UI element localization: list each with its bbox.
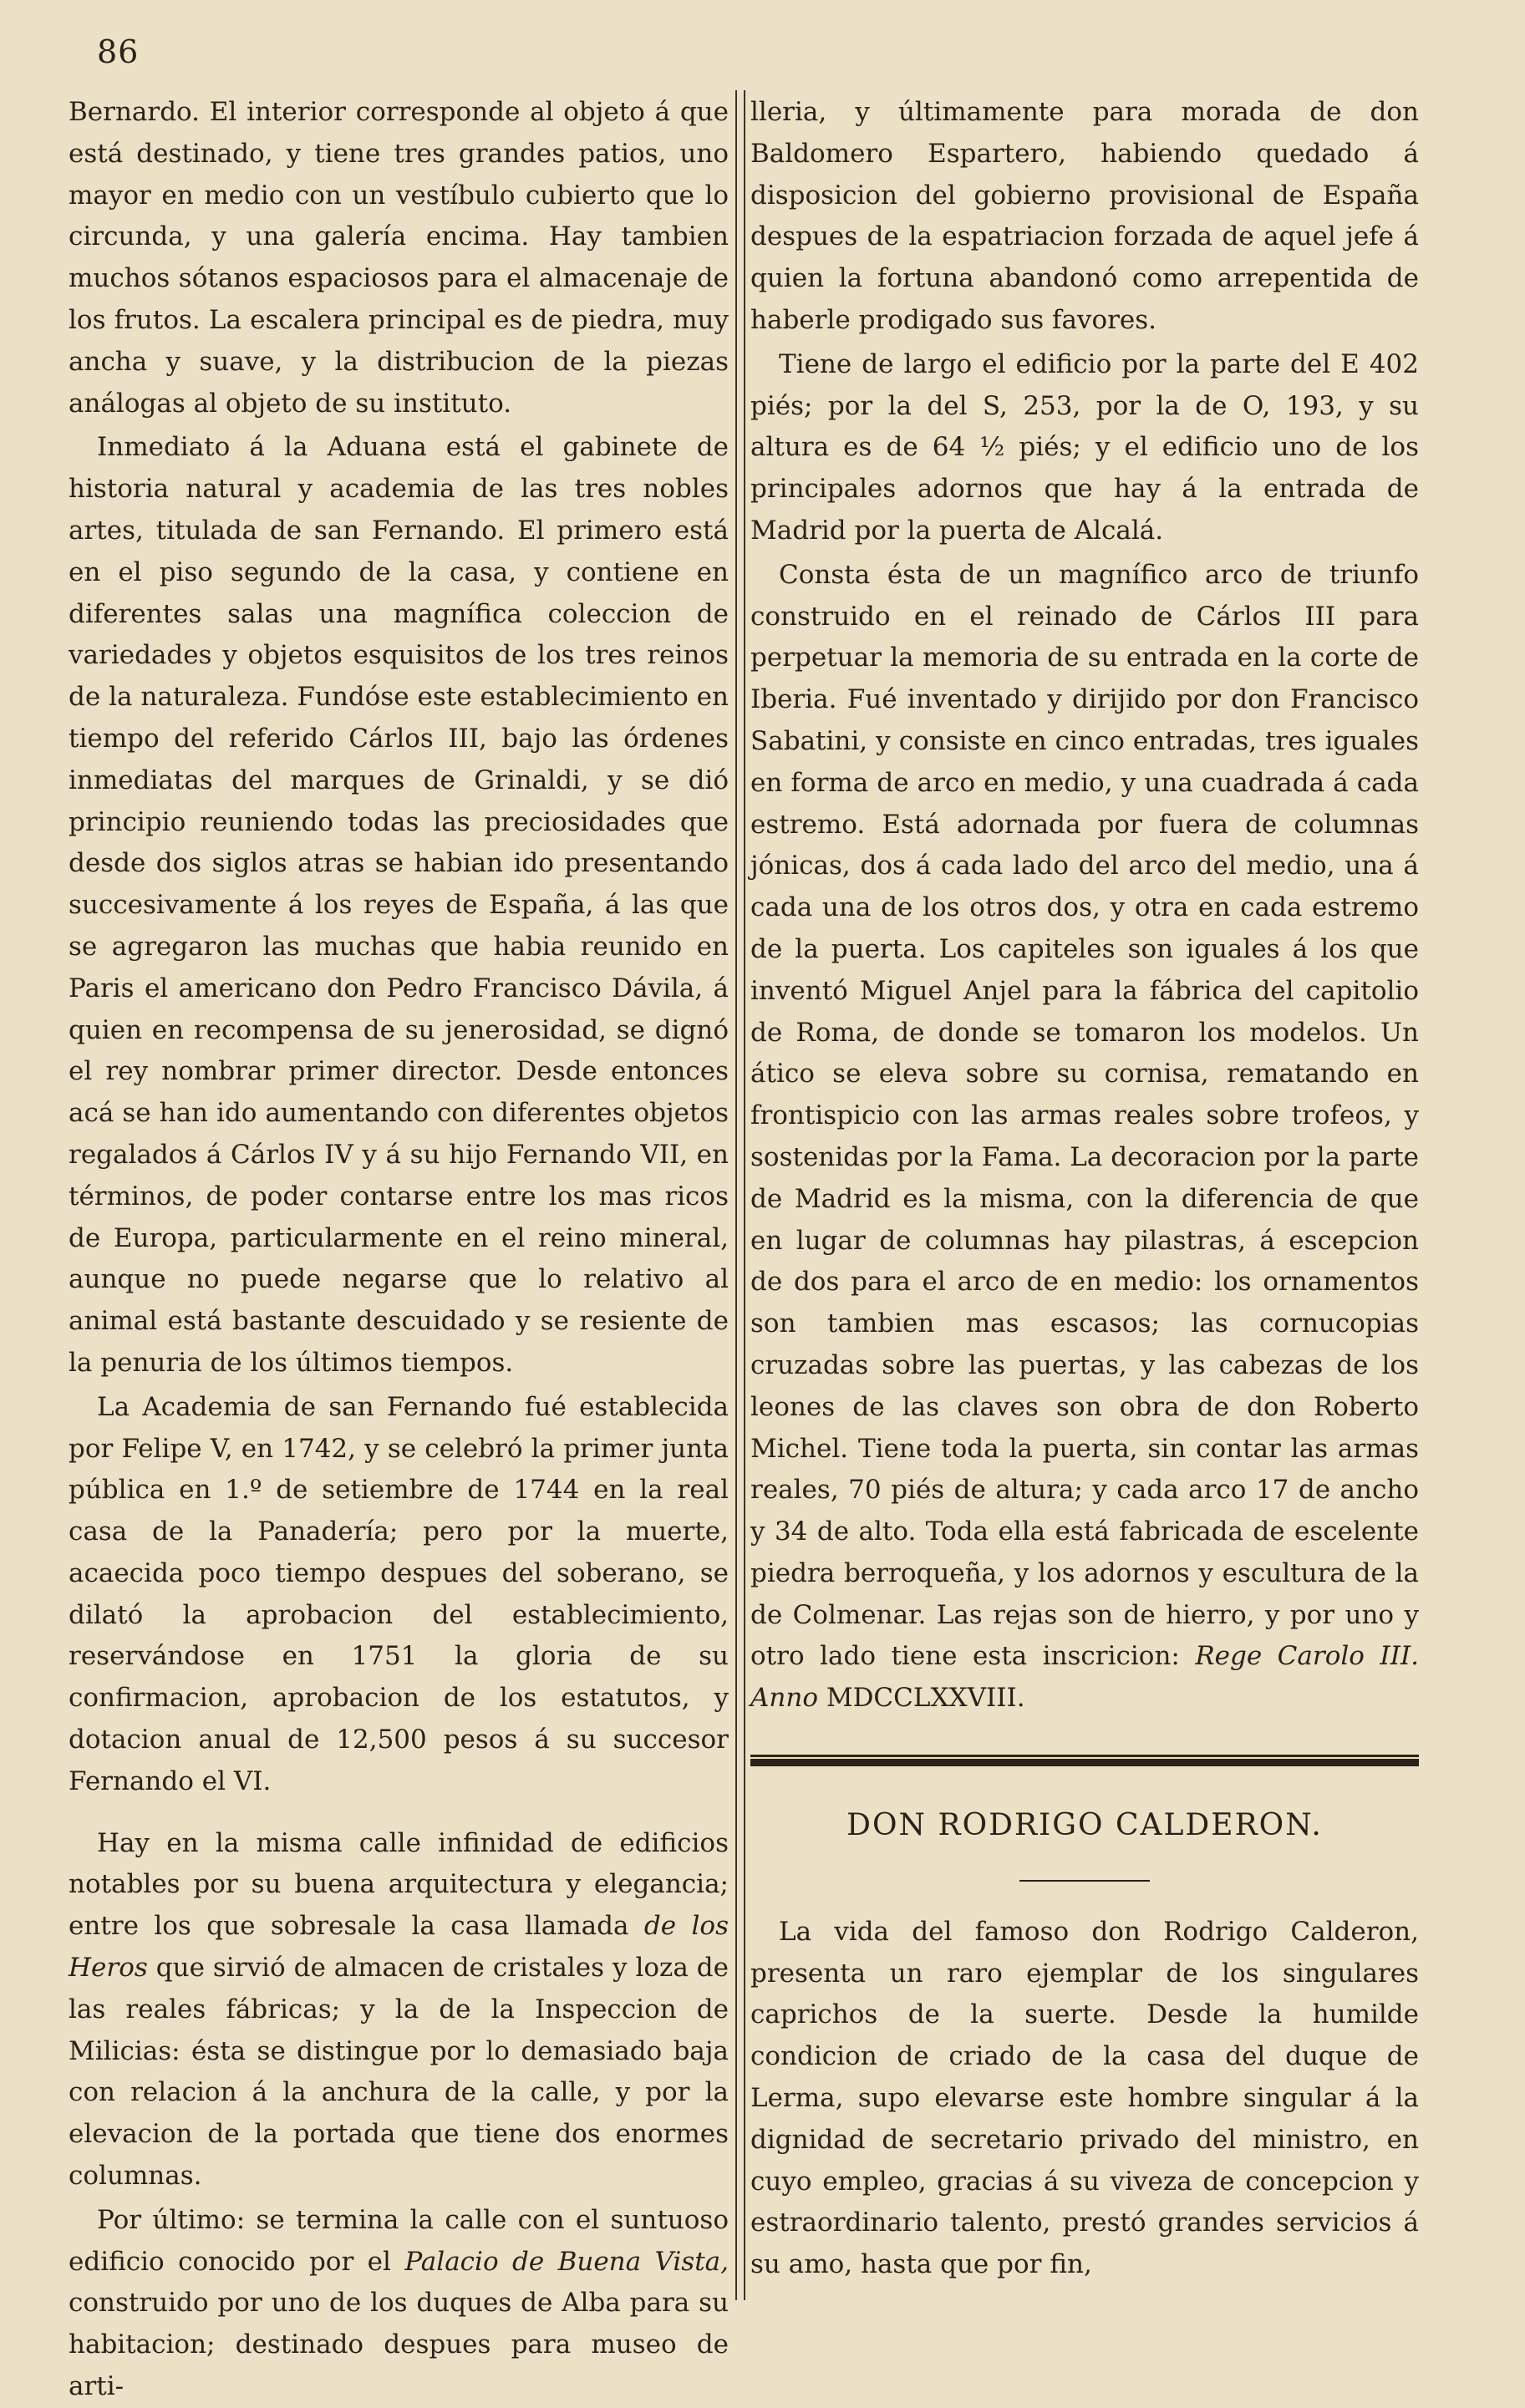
paragraph: Bernardo. El interior corresponde al objeto á que está destinado, y tiene tres grandes patios, uno mayor en medio con un vestíbulo cubierto que lo circunda, y una galería encima. Hay tambien muchos sótanos espaciosos para el almacenaje de los frutos. La escalera principal es de piedra, muy ancha y suave, y la distribucion de la piezas análogas al objeto de su instituto. [69,97,729,419]
paragraph: Tiene de largo el edificio por la parte del E 402 piés; por la del S, 253, por la de O, 193, y su altura es de 64 ½ piés; y el edificio uno de los principales adornos que hay á la entrada de Madrid por la puerta de Alcalá. [750,348,1419,546]
right-column [750,92,1419,2286]
italic-text: Palacio de Buena Vista, [404,2246,729,2277]
column-divider [735,90,745,2300]
text-run: Hay en la misma calle infinidad de edificios notables por su buena arquitectura y elegancia; entre los que sobresale la casa llamada [69,1827,729,1942]
paragraph: lleria, y últimamente para morada de don Baldomero Espartero, habiendo quedado á disposicion del gobierno provisional de España despues de la espatriacion forzada de aquel jefe á quien la fortuna abandonó como arrepentida de haberle prodigado sus favores. [750,97,1419,335]
paragraph: Inmediato á la Aduana está el gabinete de historia natural y academia de las tres nobles artes, titulada de san Fernando. El primero está en el piso segundo de la casa, y contiene en diferentes salas una magnífica coleccion de variedades y objetos esquisitos de los tres reinos de la naturaleza. Fundóse este establecimiento en tiempo del referido Cárlos III, bajo las órdenes inmediatas del marques de Grinaldi, y se dió principio reuniendo todas las preciosidades que desde dos siglos atras se habian ido presentando succesivamente á los reyes de España, á las que se agregaron las muchas que habia reunido en Paris el americano don Pedro Francisco Dávila, á quien en recompensa de su jenerosidad, se dignó el rey nombrar primer director. Desde entonces acá se han ido aumentando con diferentes objetos regalados á Cárlos IV y á su hijo Fernando VII, en términos, de poder contarse entre los mas ricos de Europa, particularmente en el reino mineral, aunque no puede negarse que lo relativo al animal está bastante descuidado y se resiente de la penuria de los últimos tiempos. [69,432,729,1378]
section-title: DON RODRIGO CALDERON. [846,1808,1323,1843]
text-run: MDCCLXXVIII. [817,1683,1025,1714]
paragraph: La vida del famoso don Rodrigo Calderon, presenta un raro ejemplar de los singulares caprichos de la suerte. Desde la humilde condicion de criado de la casa del duque de Lerma, supo elevarse este hombre singular á la dignidad de secretario privado del ministro, en cuyo empleo, gracias á su viveza de concepcion y estraordinario talento, prestó grandes servicios á su amo, hasta que por fin, [750,1916,1419,2280]
text-run: que sirvió de almacen de cristales y loza de las reales fábricas; y la de la Inspeccion de Milicias: ésta se distingue por lo demasiado baja con relacion á la anchura de la calle, y por la elevacion de la portada que tiene dos enormes columnas. [69,1953,729,2192]
paragraph [69,1823,729,2197]
italic-text: Rege Carolo III. Anno [750,1641,1420,1714]
title-underline [1019,1880,1150,1882]
section-divider [750,1755,1419,1766]
text-run: construido por uno de los duques de Alba para su habitacion; destinado despues para museo de arti- [69,2288,729,2402]
text-run: Por último: se termina la calle con el suntuoso edificio conocido por el [69,2204,729,2277]
italic-text: de los Heros [69,1911,729,1984]
left-column [69,92,729,2408]
page-number: 86 [97,33,140,70]
text-run: Consta ésta de un magnífico arco de triunfo construido en el reinado de Cárlos III para perpetuar la memoria de su entrada en la corte de Iberia. Fué inventado y dirijido por don Francisco Sabatini, y consiste en cinco entradas, tres iguales en forma de arco en medio, y una cuadrada á cada estremo. Está adornada por fuera de columnas jónicas, dos á cada lado del arco del medio, una á cada una de los otros dos, y otra en cada estremo de la puerta. Los capiteles son iguales á los que inventó Miguel Anjel para la fábrica del capitolio de Roma, de donde se tomaron los modelos. Un ático se eleva sobre su cornisa, rematando en frontispicio con las armas reales sobre trofeos, y sostenidas por la Fama. La decoracion por la parte de Madrid es la misma, con la diferencia de que en lugar de columnas hay pilastras, á escepcion de dos para el arco de en medio: los ornamentos son tambien mas escasos; las cornucopias cruzadas sobre las puertas, y las cabezas de los leones de las claves son obra de don Roberto Michel. Tiene toda la puerta, sin contar las armas reales, 70 piés de altura; y cada arco 17 de ancho y 34 de alto. Toda ella está fabricada de escelente piedra berroqueña, y los adornos y escultura de la de Colmenar. Las rejas son de hierro, y por uno y otro lado tiene esta inscricion: [750,559,1419,1672]
paragraph [750,555,1419,1720]
paragraph [69,2200,729,2408]
paragraph: La Academia de san Fernando fué establecida por Felipe V, en 1742, y se celebró la primer junta pública en 1.º de setiembre de 1744 en la real casa de la Panadería; pero por la muerte, acaecida poco tiempo despues del soberano, se dilató la aprobacion del establecimiento, reservándose en 1751 la gloria de su confirmacion, aprobacion de los estatutos, y dotacion anual de 12,500 pesos á su succesor Fernando el VI. [69,1391,729,1796]
